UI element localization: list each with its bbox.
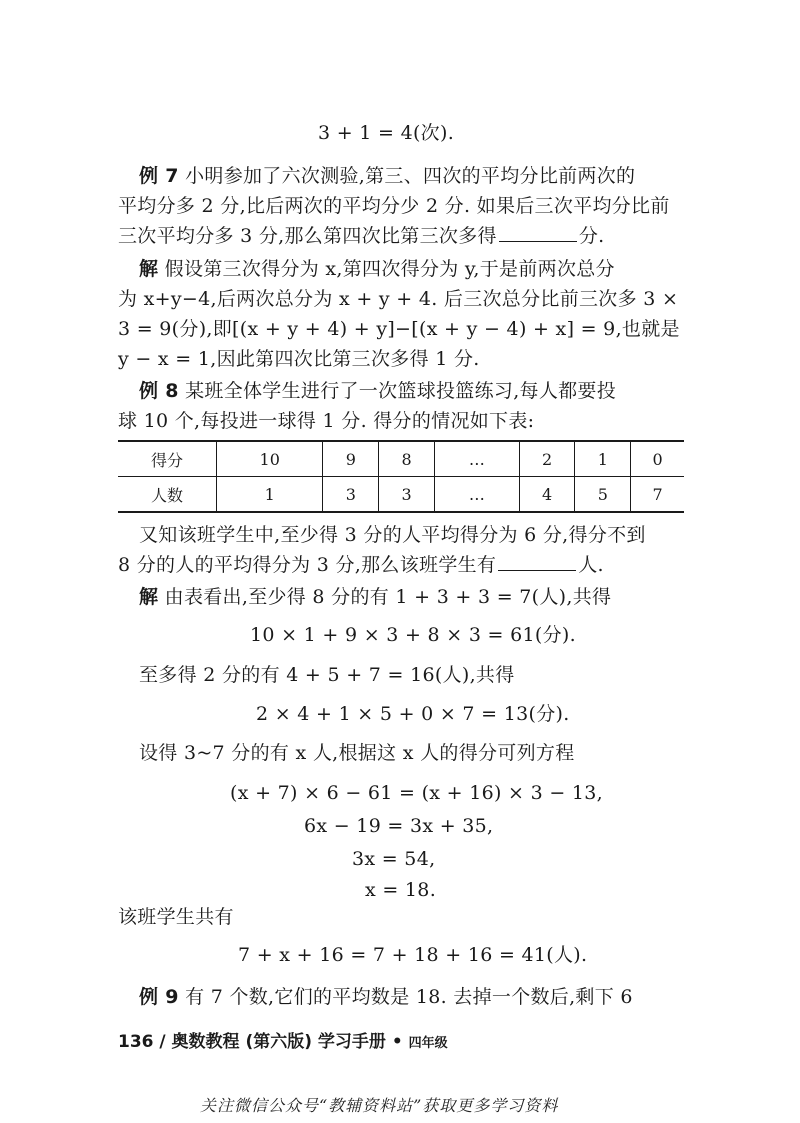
table-cell: 人数 [150,485,183,505]
example-8-line-2: 球 10 个,每投进一球得 1 分. 得分的情况如下表: [118,410,535,432]
example-8-line-3: 又知该班学生中,至少得 3 分的人平均得分为 6 分,得分不到 [139,524,646,546]
table-cell: 3 [379,477,435,513]
score-table [118,440,684,513]
answer-blank [499,223,577,242]
table-cell: 5 [575,477,631,513]
page-footer [118,1027,448,1052]
table-cell: 10 [217,441,323,477]
equation-line: 3x = 54, [352,848,436,870]
example-label: 例 8 [139,380,179,402]
equation-line: 6x − 19 = 3x + 35, [304,815,494,837]
example-label: 例 9 [139,986,179,1008]
table-cell: 得分 [118,441,217,477]
solution-7-line-4: y − x = 1,因此第四次比第三次多得 1 分. [118,348,480,370]
table-row [118,477,684,513]
table-cell: 4 [519,477,575,513]
example-7-line-2: 平均分多 2 分,比后两次的平均分少 2 分. 如果后三次平均分比前 [118,195,670,217]
table-cell: … [434,441,519,477]
text: 分. [578,225,605,247]
page-number-title: 136 / 奥数教程 (第六版) 学习手册 • [118,1032,403,1052]
solution-label: 解 [139,586,159,608]
table-cell: 8 [379,441,435,477]
example-7-line-3 [118,223,604,249]
equation-line: 2 × 4 + 1 × 5 + 0 × 7 = 13(分). [256,703,570,725]
solution-8-line-3: 设得 3~7 分的有 x 人,根据这 x 人的得分可列方程 [139,742,575,764]
solution-8-line-4: 该班学生共有 [118,906,234,928]
table-cell: … [434,477,519,513]
text: 某班全体学生进行了一次篮球投篮练习,每人都要投 [185,380,617,402]
text: 小明参加了六次测验,第三、四次的平均分比前两次的 [185,165,636,187]
text: 有 7 个数,它们的平均数是 18. 去掉一个数后,剩下 6 [185,986,633,1008]
solution-7-line-1 [139,256,615,282]
table-cell: 3 [323,477,379,513]
equation-line: (x + 7) × 6 − 61 = (x + 16) × 3 − 13, [230,782,604,804]
grade-label: 四年级 [408,1036,448,1051]
text: 三次平均分多 3 分,那么第四次比第三次多得 [118,225,497,247]
solution-8-line-1 [139,584,611,610]
solution-label: 解 [139,258,159,280]
example-label: 例 7 [139,165,179,187]
text: 人. [578,554,604,576]
table-cell: 7 [631,477,684,513]
table-cell: 1 [575,441,631,477]
text: 由表看出,至少得 8 分的有 1 + 3 + 3 = 7(人),共得 [164,586,612,608]
example-8-line-4 [118,552,604,578]
example-9-line-1 [139,984,633,1010]
equation-line: 7 + x + 16 = 7 + 18 + 16 = 41(人). [238,944,588,966]
solution-7-line-2: 为 x+y−4,后两次总分为 x + y + 4. 后三次总分比前三次多 3 × [118,288,679,310]
table-cell: 0 [631,441,684,477]
watermark-text: 关注微信公众号“教辅资料站”获取更多学习资料 [200,1096,559,1115]
table-row [118,441,684,477]
table-cell: 1 [217,477,323,513]
answer-blank [498,552,576,571]
solution-7-line-3: 3 = 9(分),即[(x + y + 4) + y]−[(x + y − 4) + x] = 9,也就是 [118,318,680,340]
solution-8-line-2: 至多得 2 分的有 4 + 5 + 7 = 16(人),共得 [139,664,515,686]
example-8-line-1 [139,378,616,404]
equation-line: x = 18. [365,879,437,901]
table-cell: 2 [519,441,575,477]
text: 8 分的人的平均得分为 3 分,那么该班学生有 [118,554,497,576]
example-7-line-1 [139,163,635,189]
equation-line: 3 + 1 = 4(次). [318,122,455,144]
equation-line: 10 × 1 + 9 × 3 + 8 × 3 = 61(分). [250,624,576,646]
text: 假设第三次得分为 x,第四次得分为 y,于是前两次总分 [164,258,615,280]
table-cell: 9 [323,441,379,477]
